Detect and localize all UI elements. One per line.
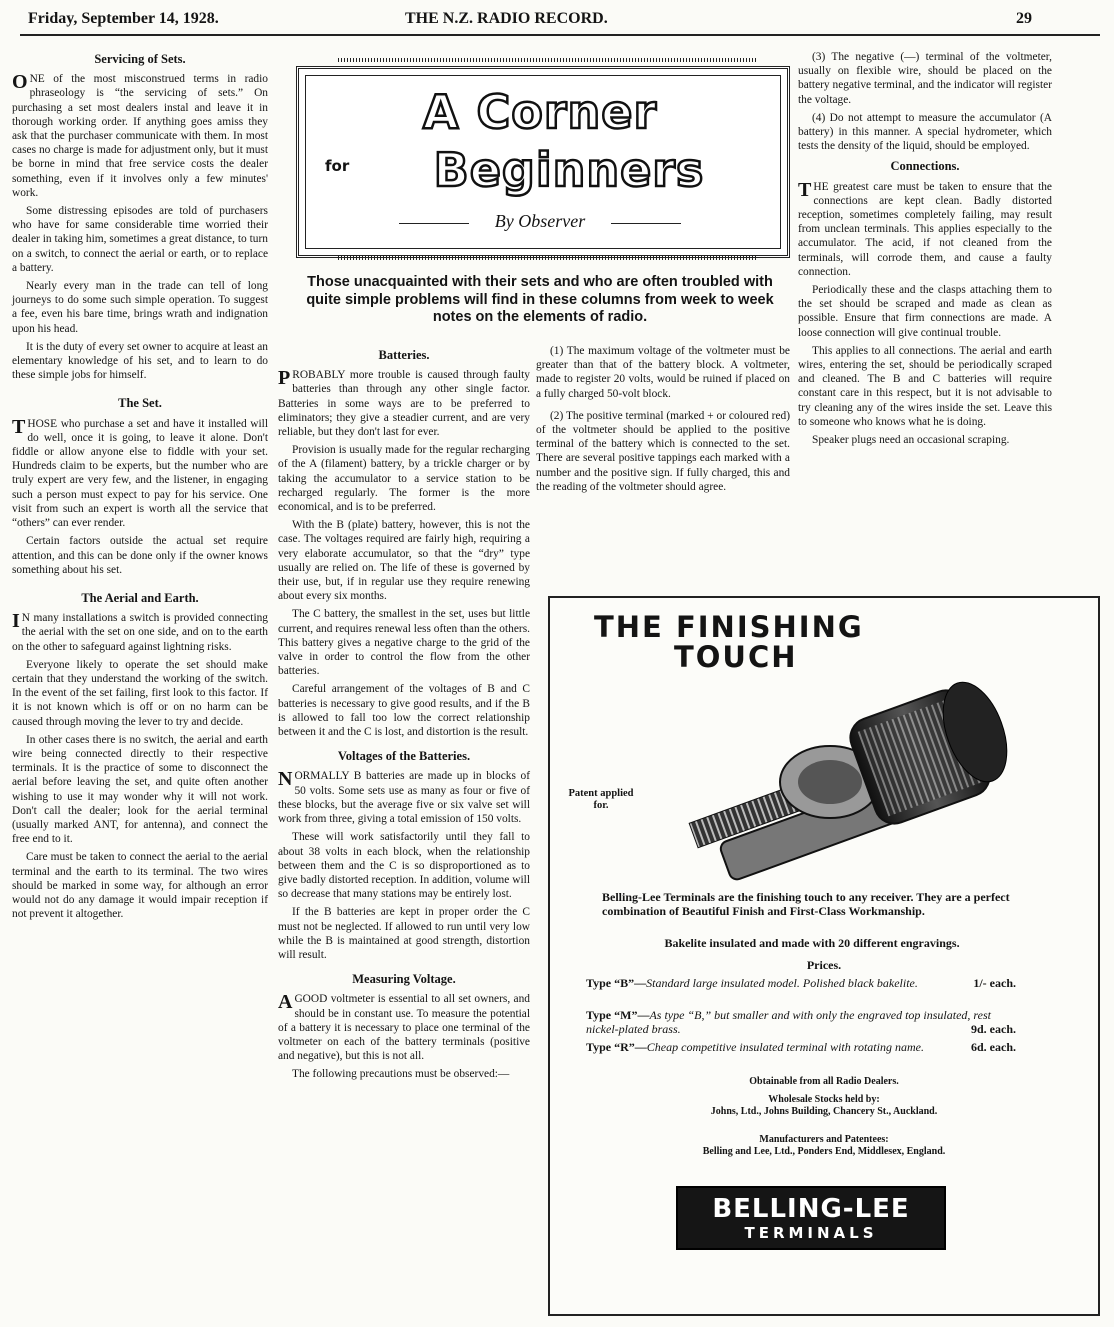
heading-aerial-earth: The Aerial and Earth. xyxy=(81,590,199,605)
drop-cap: A xyxy=(278,991,293,1014)
paragraph: Nearly every man in the trade can tell of long journeys to do some such simple operation. To suggest a fee, even his bare time, brings wrath and indignation upon his head. xyxy=(12,280,268,335)
logo-text: BELLING-LEE xyxy=(712,1194,910,1224)
heading-servicing: Servicing of Sets. xyxy=(94,52,186,66)
belling-lee-logo xyxy=(676,1186,946,1250)
paragraph: (4) Do not attempt to measure the accumulator (A battery) in this manner. A special hydrometer, which tests the density of the liquid, should be employed. xyxy=(798,111,1052,153)
manufacturers-address: Belling and Lee, Ltd., Ponders End, Middlesex, England. xyxy=(702,1146,946,1157)
belling-lee-advert xyxy=(548,596,1100,1316)
drop-cap: O xyxy=(12,71,28,94)
wholesale-address: Johns, Ltd., Johns Building, Chancery St., Auckland. xyxy=(710,1106,938,1117)
patent-note: Patent applied for. xyxy=(568,788,634,811)
heading-the-set: The Set. xyxy=(118,396,162,411)
feature-title-box xyxy=(296,66,790,258)
drop-cap: T xyxy=(12,415,26,438)
paragraph: Periodically these and the clasps attaching them to the set should be scraped and made as clean as possible. Ensure that firm connections are made. A loose connection will give continual trouble. xyxy=(798,284,1052,339)
heading-measuring: Measuring Voltage. xyxy=(352,972,456,987)
issue-date: Friday, September 14, 1928. xyxy=(28,10,219,27)
paragraph: Careful arrangement of the voltages of B and C batteries is necessary to give good results, and if the B is allowed to fall too low the correct relationship between it and the C is lost, and distortion is the result. xyxy=(278,683,530,739)
paragraph: These will work satisfactorily until they fall to about 38 volts in each block, when the relationship between them and the C is so disproportioned as to give badly distorted reception. In addition, volume will so decrease that many stations may be entirely lost. xyxy=(278,831,530,901)
paragraph: Certain factors outside the actual set require attention, and this can be done only if the owner knows something about his set. xyxy=(12,535,268,576)
wholesale-heading: Wholesale Stocks held by: xyxy=(768,1094,880,1105)
title-line-2: Beginners xyxy=(433,143,705,197)
drop-cap: T xyxy=(798,178,812,201)
heading-batteries: Batteries. xyxy=(378,348,430,362)
paragraph: THOSE who purchase a set and have it installed will do well, once it is going, to leave it alone. Don't fiddle or allow anyone else to fiddle with your set. Hundreds claim to be experts, but the number who are truly expert are very few, and the listener, in engaging such a person must expect to pay for his service. One visit from such an expert is worth all the service that “others” can ever render. xyxy=(12,415,268,530)
header-rule xyxy=(20,34,1100,36)
paragraph: NORMALLY B batteries are made up in blocks of 50 volts. Some sets use as many as four or five of these blocks, but the average five or six valve set will work from three, giving a total emission of 150 volts. xyxy=(278,768,530,826)
price-row-m: Type “M”—As type “B,” but smaller and with only the engraved top insulated, rest nickel-plated brass. 9d. each. xyxy=(586,1008,1016,1036)
ad-headline-1: THE FINISHING xyxy=(594,610,864,644)
paragraph: The C battery, the smallest in the set, uses but little current, and requires renewal less often than the others. This battery gives a negative charge to the grid of the valve in order to control the flow from the other batteries. xyxy=(278,608,530,678)
feature-intro: Those unacquainted with their sets and who are often troubled with quite simple problems will find in these columns from week to week notes on the elements of radio. xyxy=(306,274,774,325)
column-1 xyxy=(12,46,268,925)
paragraph: ONE of the most misconstrued terms in radio phraseology is “the servicing of sets.” On purchasing a set most dealers instal and leave it in thorough working order. If anything goes amiss they ask that the purchaser communicate with them. In most cases no charge is made for adjustment only, but it must be borne in mind that free service costs the dealer something, even if it involves only a few minutes' work. xyxy=(12,71,268,199)
paragraph: It is the duty of every set owner to acquire at least an elementary knowledge of his set, and to learn to do these simple jobs for himself. xyxy=(12,340,268,382)
paragraph: Speaker plugs need an occasional scraping. xyxy=(812,434,1010,447)
ad-headline-2: TOUCH xyxy=(674,640,798,674)
paragraph: If the B batteries are kept in proper order the C must not be neglected. If allowed to run until very low while the B is maintained at good strength, distortion will result. xyxy=(278,906,530,961)
paragraph: In other cases there is no switch, the aerial and earth wire being connected directly to their respective terminals. It is the practice of some to disconnect the aerial before leaving the set, and quite often another wishing to use it may wonder why it will not work. Don't call the dealer; look for the aerial terminal (usually marked ANT, for antenna), and connect the free end to it. xyxy=(12,733,268,846)
logo-subtext: TERMINALS xyxy=(744,1224,878,1242)
paragraph: This applies to all connections. The aerial and earth wires, entering the set, should be periodically scraped and cleaned. The B and C batteries will require constant care in this respect, but it is not advisable to try cleaning any of the wires inside the set. Leave this to someone who knows what he is doing. xyxy=(798,344,1052,428)
prices-heading: Prices. xyxy=(806,958,842,972)
price-row-r: Type “R”—Cheap competitive insulated terminal with rotating name. 6d. each. xyxy=(586,1040,1016,1054)
title-for: for xyxy=(325,157,350,175)
paragraph: Some distressing episodes are told of purchasers who have for same considerable time worried their dealer in taking him, sometimes a great distance, to turn on a switch, to connect the aerial or earth, or to replace a battery. xyxy=(12,205,268,274)
publication-title: THE N.Z. RADIO RECORD. xyxy=(405,10,608,27)
paragraph: (1) The maximum voltage of the voltmeter must be greater than that of the battery block. A voltmeter, made to register 20 volts, would be ruined if placed on a fully charged 50-volt block. xyxy=(536,345,790,400)
terminal-illustration xyxy=(630,662,1070,882)
column-2 xyxy=(278,342,530,1086)
paragraph: THE greatest care must be taken to ensure that the connections are kept clean. Badly distorted reception, sometimes completely failing, may result from unclean terminals. This applies especially to the accumulator. The acid, if not cleaned from the terminals, will corrode them, and cause a faulty connection. xyxy=(798,178,1052,278)
manufacturers-heading: Manufacturers and Patentees: xyxy=(759,1134,889,1145)
drop-cap: P xyxy=(278,367,291,390)
byline: By Observer xyxy=(469,211,611,232)
paragraph: (2) The positive terminal (marked + or coloured red) of the voltmeter should be applied to the positive terminal of the battery which is connected to the set. There are several positive tappings each marked with a number and the positive sign. If fully charged, this and the reading of the voltmeter should agree. xyxy=(536,409,790,493)
paragraph: I N many installations a switch is provided connecting the aerial with the set on one side, and on to the earth on the other to safeguard against lightning risks. xyxy=(12,610,268,653)
terminal-body xyxy=(689,674,1019,882)
paragraph: PROBABLY more trouble is caused through faulty batteries than through any other single factor. Batteries in some ways are to be preferred to eliminators; they give a steadier current, and are very reliable, but they don't last for ever. xyxy=(278,367,530,439)
paragraph: AGOOD voltmeter is essential to all set owners, and should be in constant use. To measure the potential of a battery it is necessary to place one terminal of the voltmeter on each of the battery terminals (positive and negative), but this is not all. xyxy=(278,991,530,1063)
paragraph: Everyone likely to operate the set should make certain that they understand the working of the switch. In the event of the set failing, first look to this factor. If it is not known which is off or on no harm can be caused through moving the lever to try and decide. xyxy=(12,658,268,728)
paragraph: The following precautions must be observed:— xyxy=(292,1068,510,1081)
price-row-b: Type “B”—Standard large insulated model. Polished black bakelite. 1/- each. xyxy=(586,976,1016,990)
ad-body-2: Bakelite insulated and made with 20 different engravings. xyxy=(664,936,960,950)
page-number: 29 xyxy=(1016,10,1032,27)
paragraph: (3) The negative (—) terminal of the voltmeter, usually on flexible wire, should be placed on the battery negative terminal, and the indicator will register the voltage. xyxy=(798,51,1052,106)
obtainable-note: Obtainable from all Radio Dealers. xyxy=(749,1076,899,1087)
column-3 xyxy=(536,344,790,498)
drop-cap: I xyxy=(12,610,20,633)
paragraph: Care must be taken to connect the aerial to the aerial terminal and the earth to its terminal. The two wires should be marked in some way, for although an error would not do any damage it would impair reception if not prevent it altogether. xyxy=(12,851,268,921)
title-line-1: A Corner xyxy=(422,85,658,139)
heading-voltages: Voltages of the Batteries. xyxy=(337,749,471,764)
paragraph: With the B (plate) battery, however, this is not the case. The voltages required are fairly high, requiring a very elaborate accumulator, so that the “dry” type usually are relied on. The life of these is governed by their use, but, if in regular use they require renewing about every six months. xyxy=(278,519,530,603)
decorative-dots xyxy=(338,256,758,260)
column-4 xyxy=(798,50,1052,451)
drop-cap: N xyxy=(278,768,293,791)
decorative-dots xyxy=(338,58,758,62)
heading-connections: Connections. xyxy=(890,159,960,174)
ad-body-1: Belling-Lee Terminals are the finishing touch to any receiver. They are a perfect combination of Beautiful Finish and First-Class Workmanship. xyxy=(602,890,1010,918)
paragraph: Provision is usually made for the regular recharging of the A (filament) battery, by a trickle charger or by taking the accumulator to a service station to be recharged regularly. The former is the more economical, and is to be preferred. xyxy=(278,444,530,514)
